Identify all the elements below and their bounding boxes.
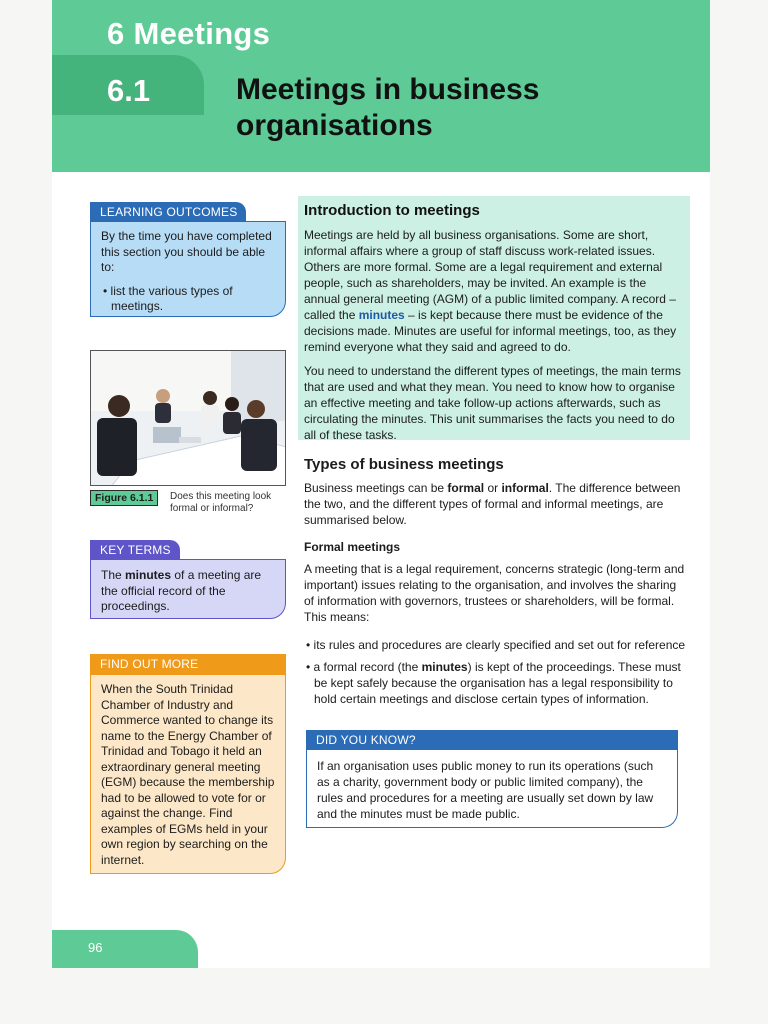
bullet-2-before: a formal record (the: [313, 660, 422, 674]
meeting-photo-image: [91, 351, 286, 486]
bullet-2-after: ) is kept of the proceedings. These must be kept safely because the organisation has a legal responsibility to hold certain meetings and disclose certain types of information.: [314, 660, 681, 706]
did-you-know-box: [306, 730, 678, 828]
bullet-2-minutes-term: minutes: [421, 660, 468, 674]
section-number: 6.1: [107, 73, 151, 108]
types-paragraph: [304, 480, 688, 528]
learning-outcomes-text: By the time you have completed this section you should be able to:: [101, 229, 272, 274]
formal-meetings-bullet-2: • a formal record (the minutes) is kept of the proceedings. These must be kept safely because the organisation has a legal responsibility to hold certain meetings and disclose certain types of information.: [306, 660, 681, 706]
figure-caption: [90, 490, 290, 520]
section-title: Meetings in business organisations: [236, 73, 540, 142]
find-out-more-text: When the South Trinidad Chamber of Industry and Commerce wanted to change its name to the Energy Chamber of Trinidad and Tobago it held an extraordinary general meeting (EGM) because the membership had to be allowed to vote for or against the change. Find examples of EGMs held in your own region by searching on the internet.: [90, 674, 286, 874]
formal-meetings-bullet-1: • its rules and procedures are clearly specified and set out for reference: [306, 638, 686, 652]
did-you-know-label: DID YOU KNOW?: [306, 730, 678, 750]
types-p-after: . The difference between the two, and the different types of formal and informal meetings, are summarised below.: [304, 481, 681, 527]
intro-heading: Introduction to meetings: [304, 202, 480, 219]
intro-p1-after: – is kept because there must be evidence of the decisions made. Minutes are useful for informal meetings, too, as they remind everyone what they said and agreed to do.: [304, 308, 677, 354]
intro-p1-before: Meetings are held by all business organisations. Some are short, informal affairs where a group of staff discuss work-related issues. Others are more formal. Some are a legal requirement and external people, such as shareholders, may be invited. An example is the annual general meeting (AGM) of a public limited company. A record – called the: [304, 228, 676, 322]
learning-outcome-text: list the various types of meetings.: [110, 283, 233, 313]
textbook-page: [52, 0, 710, 968]
intro-minutes-term: minutes: [358, 308, 405, 322]
bullet-1-text: its rules and procedures are clearly specified and set out for reference: [313, 638, 686, 652]
types-p-or: or: [484, 481, 502, 495]
learning-outcomes-list: [101, 284, 275, 315]
key-terms-text-before: The: [101, 568, 126, 582]
page-header: [52, 0, 710, 172]
types-p-before: Business meetings can be: [304, 481, 448, 495]
key-term-minutes: minutes: [125, 568, 172, 582]
key-terms-text-after: of a meeting are the official record of the proceedings.: [101, 568, 262, 613]
formal-meetings-heading: Formal meetings: [304, 540, 401, 554]
find-out-more-label: FIND OUT MORE: [90, 654, 286, 674]
intro-panel: [298, 196, 690, 440]
formal-meetings-list: [304, 637, 688, 707]
types-section: [304, 456, 688, 713]
key-terms-label: KEY TERMS: [90, 540, 180, 559]
did-you-know-text: If an organisation uses public money to run its operations (such as a charity, government body or public limited company), the rules and procedures for a meeting are usually set down by law and the minutes must be made public.: [306, 750, 678, 828]
chapter-title: 6 Meetings: [107, 16, 271, 51]
term-formal: formal: [447, 481, 485, 495]
learning-outcomes-body: [90, 221, 286, 317]
meeting-photo: [90, 350, 286, 486]
intro-paragraph-2: You need to understand the different types of meetings, the main terms that are used and what they mean. You need to know how to organise an effective meeting and take follow-up actions afterwards, such as circulating the minutes. This unit summarises the facts you need to do all of these tasks.: [304, 364, 681, 442]
learning-outcome-item: • list the various types of meetings.: [103, 283, 233, 313]
figure-number-badge: Figure 6.1.1: [90, 490, 158, 506]
key-terms-box: [90, 540, 286, 619]
figure-caption-text: Does this meeting look formal or informal?: [170, 491, 272, 514]
find-out-more-box: [90, 654, 286, 874]
key-terms-body: [90, 559, 286, 619]
page-number: 96: [88, 940, 103, 955]
learning-outcomes-label: LEARNING OUTCOMES: [90, 202, 246, 221]
learning-outcomes-box: [90, 202, 286, 317]
term-informal: informal: [501, 481, 549, 495]
page-number-tab: [52, 930, 198, 968]
formal-meetings-text: A meeting that is a legal requirement, concerns strategic (long-term and important) issues relating to the organisation, and involves the sharing of information with governors, trustees or shareholders, will be formal. This means:: [304, 562, 685, 624]
types-heading: Types of business meetings: [304, 456, 504, 473]
intro-paragraph-1: [304, 227, 682, 355]
